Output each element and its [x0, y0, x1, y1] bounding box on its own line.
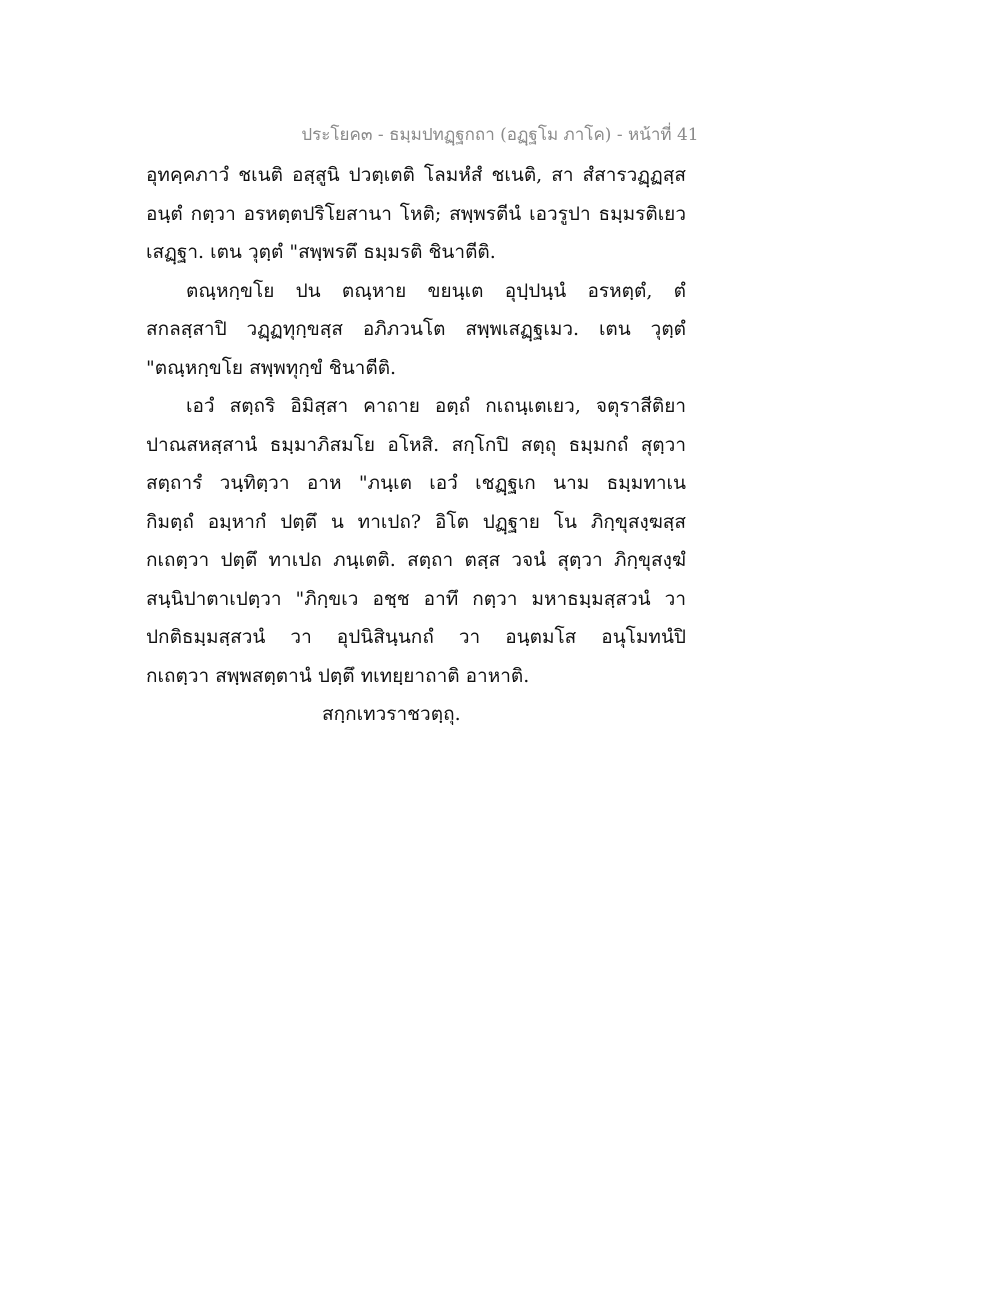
text-line: ปาณสหสฺสานํ ธมฺมาภิสมโย อโหสิ. สกฺโกปิ สตฺถุ ธมฺมกถํ สุตฺวา: [146, 433, 686, 456]
body-text: [146, 156, 686, 734]
text-line: สนฺนิปาตาเปตฺวา "ภิกฺขเว อชฺช อาทึ กตฺวา มหาธมฺมสฺสวนํ วา: [146, 587, 686, 610]
text-line: อนฺตํ กตฺวา อรหตฺตปริโยสานา โหติ; สพฺพรตีนํ เอวรูปา ธมฺมรติเยว: [146, 202, 686, 225]
running-header-text: ประโยค๓ - ธมฺมปทฏฺฐกถา (อฏฺฐโม ภาโค) - หน้าที่ 41: [301, 125, 699, 145]
text-line: อุทคฺคภาวํ ชเนติ อสฺสูนิ ปวตฺเตติ โลมหํสํ ชเนติ, สา สํสารวฏฺฏสฺส: [146, 164, 686, 186]
text-line: ปกติธมฺมสฺสวนํ วา อุปนิสินฺนกถํ วา อนฺตมโส อนุโมทนํปิ: [146, 626, 686, 648]
section-title: สกฺกเทวราชวตฺถุ.: [322, 703, 461, 725]
text-line: "ตณฺหกฺขโย สพฺพทุกฺขํ ชินาตีติ.: [146, 356, 397, 379]
text-line: เสฏฺฐา. เตน วุตฺตํ "สพฺพรตึ ธมฺมรติ ชินาตีติ.: [146, 241, 496, 263]
text-line: กเถตฺวา ปตฺตึ ทาเปถ ภนฺเตติ. สตฺถา ตสฺส วจนํ สุตฺวา ภิกฺขุสงฺฆํ: [146, 549, 686, 571]
text-line: กิมตฺถํ อมฺหากํ ปตฺตึ น ทาเปถ? อิโต ปฏฺฐาย โน ภิกฺขุสงฺฆสฺส: [146, 510, 686, 533]
running-header: [0, 121, 1000, 148]
text-line: เอวํ สตฺถริ อิมิสฺสา คาถาย อตฺถํ กเถนฺเตเยว, จตุราสีติยา: [186, 395, 686, 417]
text-line: ตณฺหกฺขโย ปน ตณฺหาย ขยนฺเต อุปฺปนฺนํ อรหตฺตํ, ตํ: [186, 279, 686, 302]
text-line: กเถตฺวา สพฺพสตฺตานํ ปตฺตึ ทเทยฺยาถาติ อาหาติ.: [146, 664, 530, 687]
text-line: สกลสฺสาปิ วฏฺฏทุกฺขสฺส อภิภวนโต สพฺพเสฏฺฐเมว. เตน วุตฺตํ: [146, 318, 686, 340]
text-line: สตฺถารํ วนฺทิตฺวา อาห "ภนฺเต เอวํ เชฏฺฐเก นาม ธมฺมทาเน: [146, 472, 686, 494]
